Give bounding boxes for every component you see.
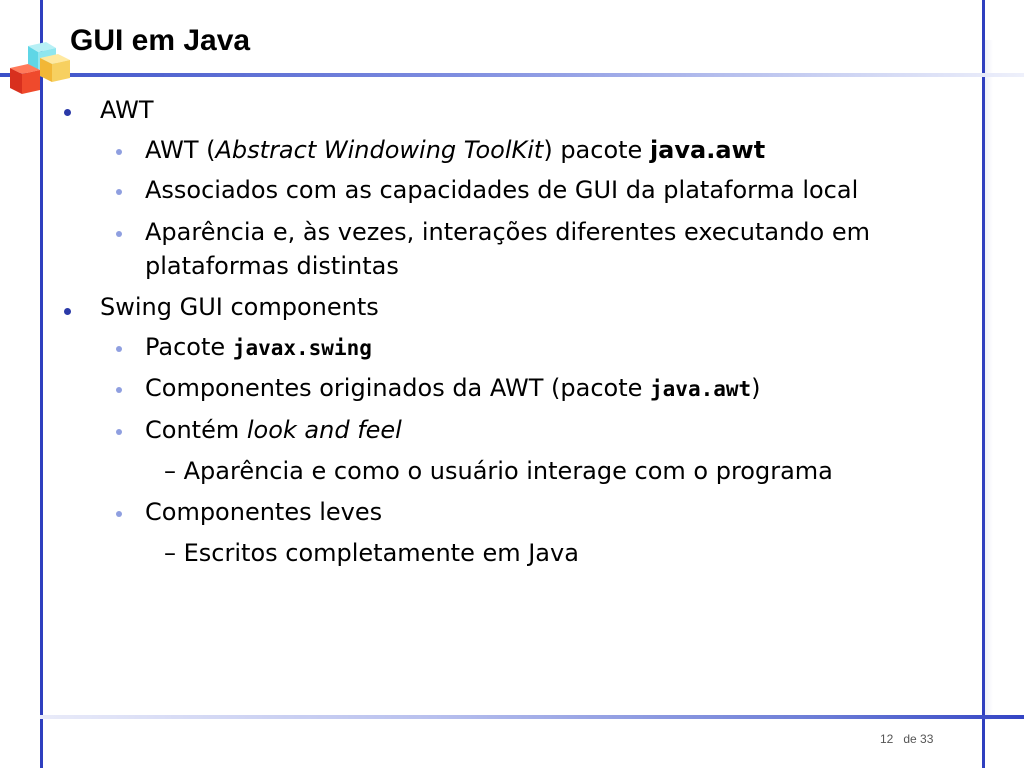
- item-text: ): [751, 374, 761, 402]
- bullet-dot: [116, 346, 122, 352]
- list-item: [145, 415, 402, 445]
- item-text: ) pacote: [543, 136, 650, 164]
- item-text: Pacote: [145, 333, 233, 361]
- page-title: GUI em Java: [70, 24, 251, 57]
- item-italic: look and feel: [246, 416, 402, 444]
- list-item: [145, 373, 761, 404]
- list-item: [145, 332, 372, 363]
- bullet-dot: [116, 231, 122, 237]
- list-item: Componentes leves: [145, 498, 383, 526]
- bullet-dot: [116, 387, 122, 393]
- item-text: Contém: [145, 416, 247, 444]
- item-italic: Abstract Windowing ToolKit: [215, 136, 544, 164]
- page-current: 12: [880, 732, 894, 746]
- item-text: AWT (: [145, 136, 216, 164]
- item-bold: java.awt: [649, 136, 766, 164]
- list-item: Associados com as capacidades de GUI da plataforma local: [145, 176, 859, 204]
- bullet-dot: [116, 429, 122, 435]
- bullet-dot: [64, 308, 71, 315]
- list-item: Swing GUI components: [100, 293, 379, 321]
- item-code: javax.swing: [232, 336, 372, 360]
- list-item: AWT: [100, 96, 154, 124]
- list-item-continued: plataformas distintas: [145, 252, 399, 280]
- list-item: Aparência e, às vezes, interações diferentes executando em: [145, 218, 870, 246]
- page-total: de 33: [903, 732, 934, 746]
- list-item: [145, 135, 765, 165]
- item-text: Componentes originados da AWT (pacote: [145, 374, 651, 402]
- list-subitem: – Escritos completamente em Java: [164, 539, 579, 567]
- bullet-dot: [116, 149, 122, 155]
- list-subitem: – Aparência e como o usuário interage com o programa: [164, 457, 833, 485]
- bullet-dot: [116, 511, 122, 517]
- item-code: java.awt: [650, 377, 752, 401]
- page-number: [880, 732, 933, 746]
- bullet-dot: [116, 189, 122, 195]
- bullet-dot: [64, 109, 71, 116]
